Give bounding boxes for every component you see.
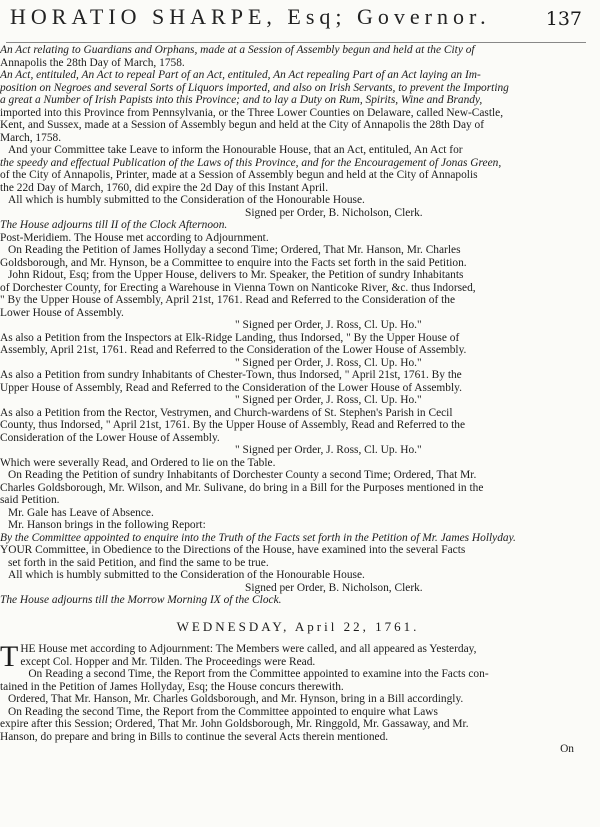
text-line: Charles Goldsborough, Mr. Wilson, and Mr. Sulivane, do bring in a Bill for the Purposes mentioned in the xyxy=(0,481,484,494)
drop-cap: T xyxy=(0,640,19,673)
page-header xyxy=(6,2,586,43)
text-line: Kent, and Sussex, made at a Session of Assembly begun and held at the City of Annapolis the 28th Day of xyxy=(0,119,485,131)
text-line: On Reading the Petition of James Hollyday a second Time; Ordered, That Mr. Hanson, Mr. Charles xyxy=(8,244,461,256)
text-line: " By the Upper House of Assembly, April 21st, 1761. Read and Referred to the Consideration of the xyxy=(0,294,456,306)
text-line: tained in the Petition of James Hollyday, Esq; the House concurs therewith. xyxy=(0,680,344,693)
text-line: County, thus Indorsed, " April 21st, 1761. By the Upper House of Assembly, Read and Referred to the xyxy=(0,419,466,431)
text-line: Annapolis the 28th Day of March, 1758. xyxy=(0,56,185,69)
text-line: Signed per Order, B. Nicholson, Clerk. xyxy=(245,581,423,594)
text-line: Consideration of the Lower House of Assembly. xyxy=(0,431,220,444)
text-line: John Ridout, Esq; from the Upper House, delivers to Mr. Speaker, the Petition of sundry Inhabitants xyxy=(8,269,464,281)
text-line: Mr. Gale has Leave of Absence. xyxy=(8,506,154,519)
text-line: Mr. Hanson brings in the following Report: xyxy=(8,519,206,531)
page-number: 137 xyxy=(545,8,582,30)
text-line: The House adjourns till II of the Clock Afternoon. xyxy=(0,219,228,231)
text-line: Goldsborough, and Mr. Hynson, be a Committee to enquire into the Facts set forth in the said Petition. xyxy=(0,256,467,269)
text-line: Ordered, That Mr. Hanson, Mr. Charles Goldsborough, and Mr. Hynson, bring in a Bill accordingly. xyxy=(8,693,464,705)
day-opening-paragraph xyxy=(0,640,596,673)
text-line: the 22d Day of March, 1760, did expire the 2d Day of this Instant April. xyxy=(0,181,329,194)
text-line: of the City of Annapolis, Printer, made at a Session of Assembly begun and held at the City of Annapolis xyxy=(0,169,478,181)
text-line: HE House met according to Adjournment: The Members were called, and all appeared as Yesterday, xyxy=(20,643,477,655)
running-title: HORATIO SHARPE, Esq; Governor. xyxy=(10,4,491,29)
text-line: a great a Number of Irish Papists into this Province; and to lay a Duty on Rum, Spirits, Wine and Brandy, xyxy=(0,94,483,106)
proceedings-block-2 xyxy=(0,668,596,743)
text-line: As also a Petition from sundry Inhabitants of Chester-Town, thus Indorsed, " April 21st, 1761. By the xyxy=(0,369,462,381)
text-line: All which is humbly submitted to the Consideration of the Honourable House. xyxy=(8,569,365,581)
text-line: position on Negroes and several Sorts of Liquors imported, and also on Irish Servants, to prevent the Importing xyxy=(0,81,509,94)
text-line: Post-Meridiem. The House met according to Adjournment. xyxy=(0,231,269,244)
text-line: All which is humbly submitted to the Consideration of the Honourable House. xyxy=(8,194,365,206)
text-line: " Signed per Order, J. Ross, Cl. Up. Ho." xyxy=(235,444,422,456)
text-line: An Act, entituled, An Act to repeal Part of an Act, entituled, An Act repealing Part of an Act laying an Im- xyxy=(0,69,481,81)
text-line: " Signed per Order, J. Ross, Cl. Up. Ho." xyxy=(235,394,422,406)
text-line: March, 1758. xyxy=(0,131,62,144)
text-line: Hanson, do prepare and bring in Bills to continue the several Acts therein mentioned. xyxy=(0,730,389,743)
text-line: On Reading the Petition of sundry Inhabitants of Dorchester County a second Time; Ordered, That Mr. xyxy=(8,469,477,481)
text-line: Assembly, April 21st, 1761. Read and Referred to the Consideration of the Lower House of Assembly. xyxy=(0,344,467,356)
text-line: Upper House of Assembly, Read and Referred to the Consideration of the Lower House of Assembly. xyxy=(0,381,462,394)
text-line: As also a Petition from the Inspectors at Elk-Ridge Landing, thus Indorsed, " By the Upper House of xyxy=(0,331,460,344)
text-line: " Signed per Order, J. Ross, Cl. Up. Ho." xyxy=(235,356,422,369)
text-line: By the Committee appointed to enquire into the Truth of the Facts set forth in the Petition of Mr. James Hollyday. xyxy=(0,531,516,544)
text-line: The House adjourns till the Morrow Morning IX of the Clock. xyxy=(0,594,282,606)
text-line: Which were severally Read, and Ordered to lie on the Table. xyxy=(0,456,276,469)
text-line: imported into this Province from Pennsylvania, or the Three Lower Counties on Delaware, called New-Castle, xyxy=(0,106,504,119)
text-line: Lower House of Assembly. xyxy=(0,306,124,319)
text-line: And your Committee take Leave to inform the Honourable House, that an Act, entituled, An Act for xyxy=(8,144,463,156)
text-line: except Col. Hopper and Mr. Tilden. The Proceedings were Read. xyxy=(20,655,316,668)
text-line: On Reading the second Time, the Report from the Committee appointed to enquire what Laws xyxy=(8,705,438,718)
proceedings-block xyxy=(0,44,596,607)
text-line: the speedy and effectual Publication of the Laws of this Province, and for the Encouragement of Jonas Green, xyxy=(0,156,502,169)
text-line: YOUR Committee, in Obedience to the Directions of the House, have examined into the several Facts xyxy=(0,544,466,556)
text-line: said Petition. xyxy=(0,494,60,506)
day-heading: WEDNESDAY, April 22, 1761. xyxy=(176,618,420,634)
text-line: expire after this Session; Ordered, That Mr. John Goldsborough, Mr. Ringgold, Mr. Gassaway, and Mr. xyxy=(0,718,469,730)
catchword: On xyxy=(560,743,574,755)
text-line: " Signed per Order, J. Ross, Cl. Up. Ho." xyxy=(235,319,422,331)
text-line: As also a Petition from the Rector, Vestrymen, and Church-wardens of St. Stephen's Parish in Cecil xyxy=(0,406,453,419)
text-line: of Dorchester County, for Erecting a Warehouse in Vienna Town on Nanticoke River, &c. thus Indorsed, xyxy=(0,281,476,294)
text-line: On Reading a second Time, the Report from the Committee appointed to examine into the Facts con- xyxy=(28,668,489,680)
document-body xyxy=(0,44,596,756)
text-line: Signed per Order, B. Nicholson, Clerk. xyxy=(245,206,423,219)
text-line: set forth in the said Petition, and find the same to be true. xyxy=(8,556,269,569)
text-line: An Act relating to Guardians and Orphans, made at a Session of Assembly begun and held at the City of xyxy=(0,44,475,56)
